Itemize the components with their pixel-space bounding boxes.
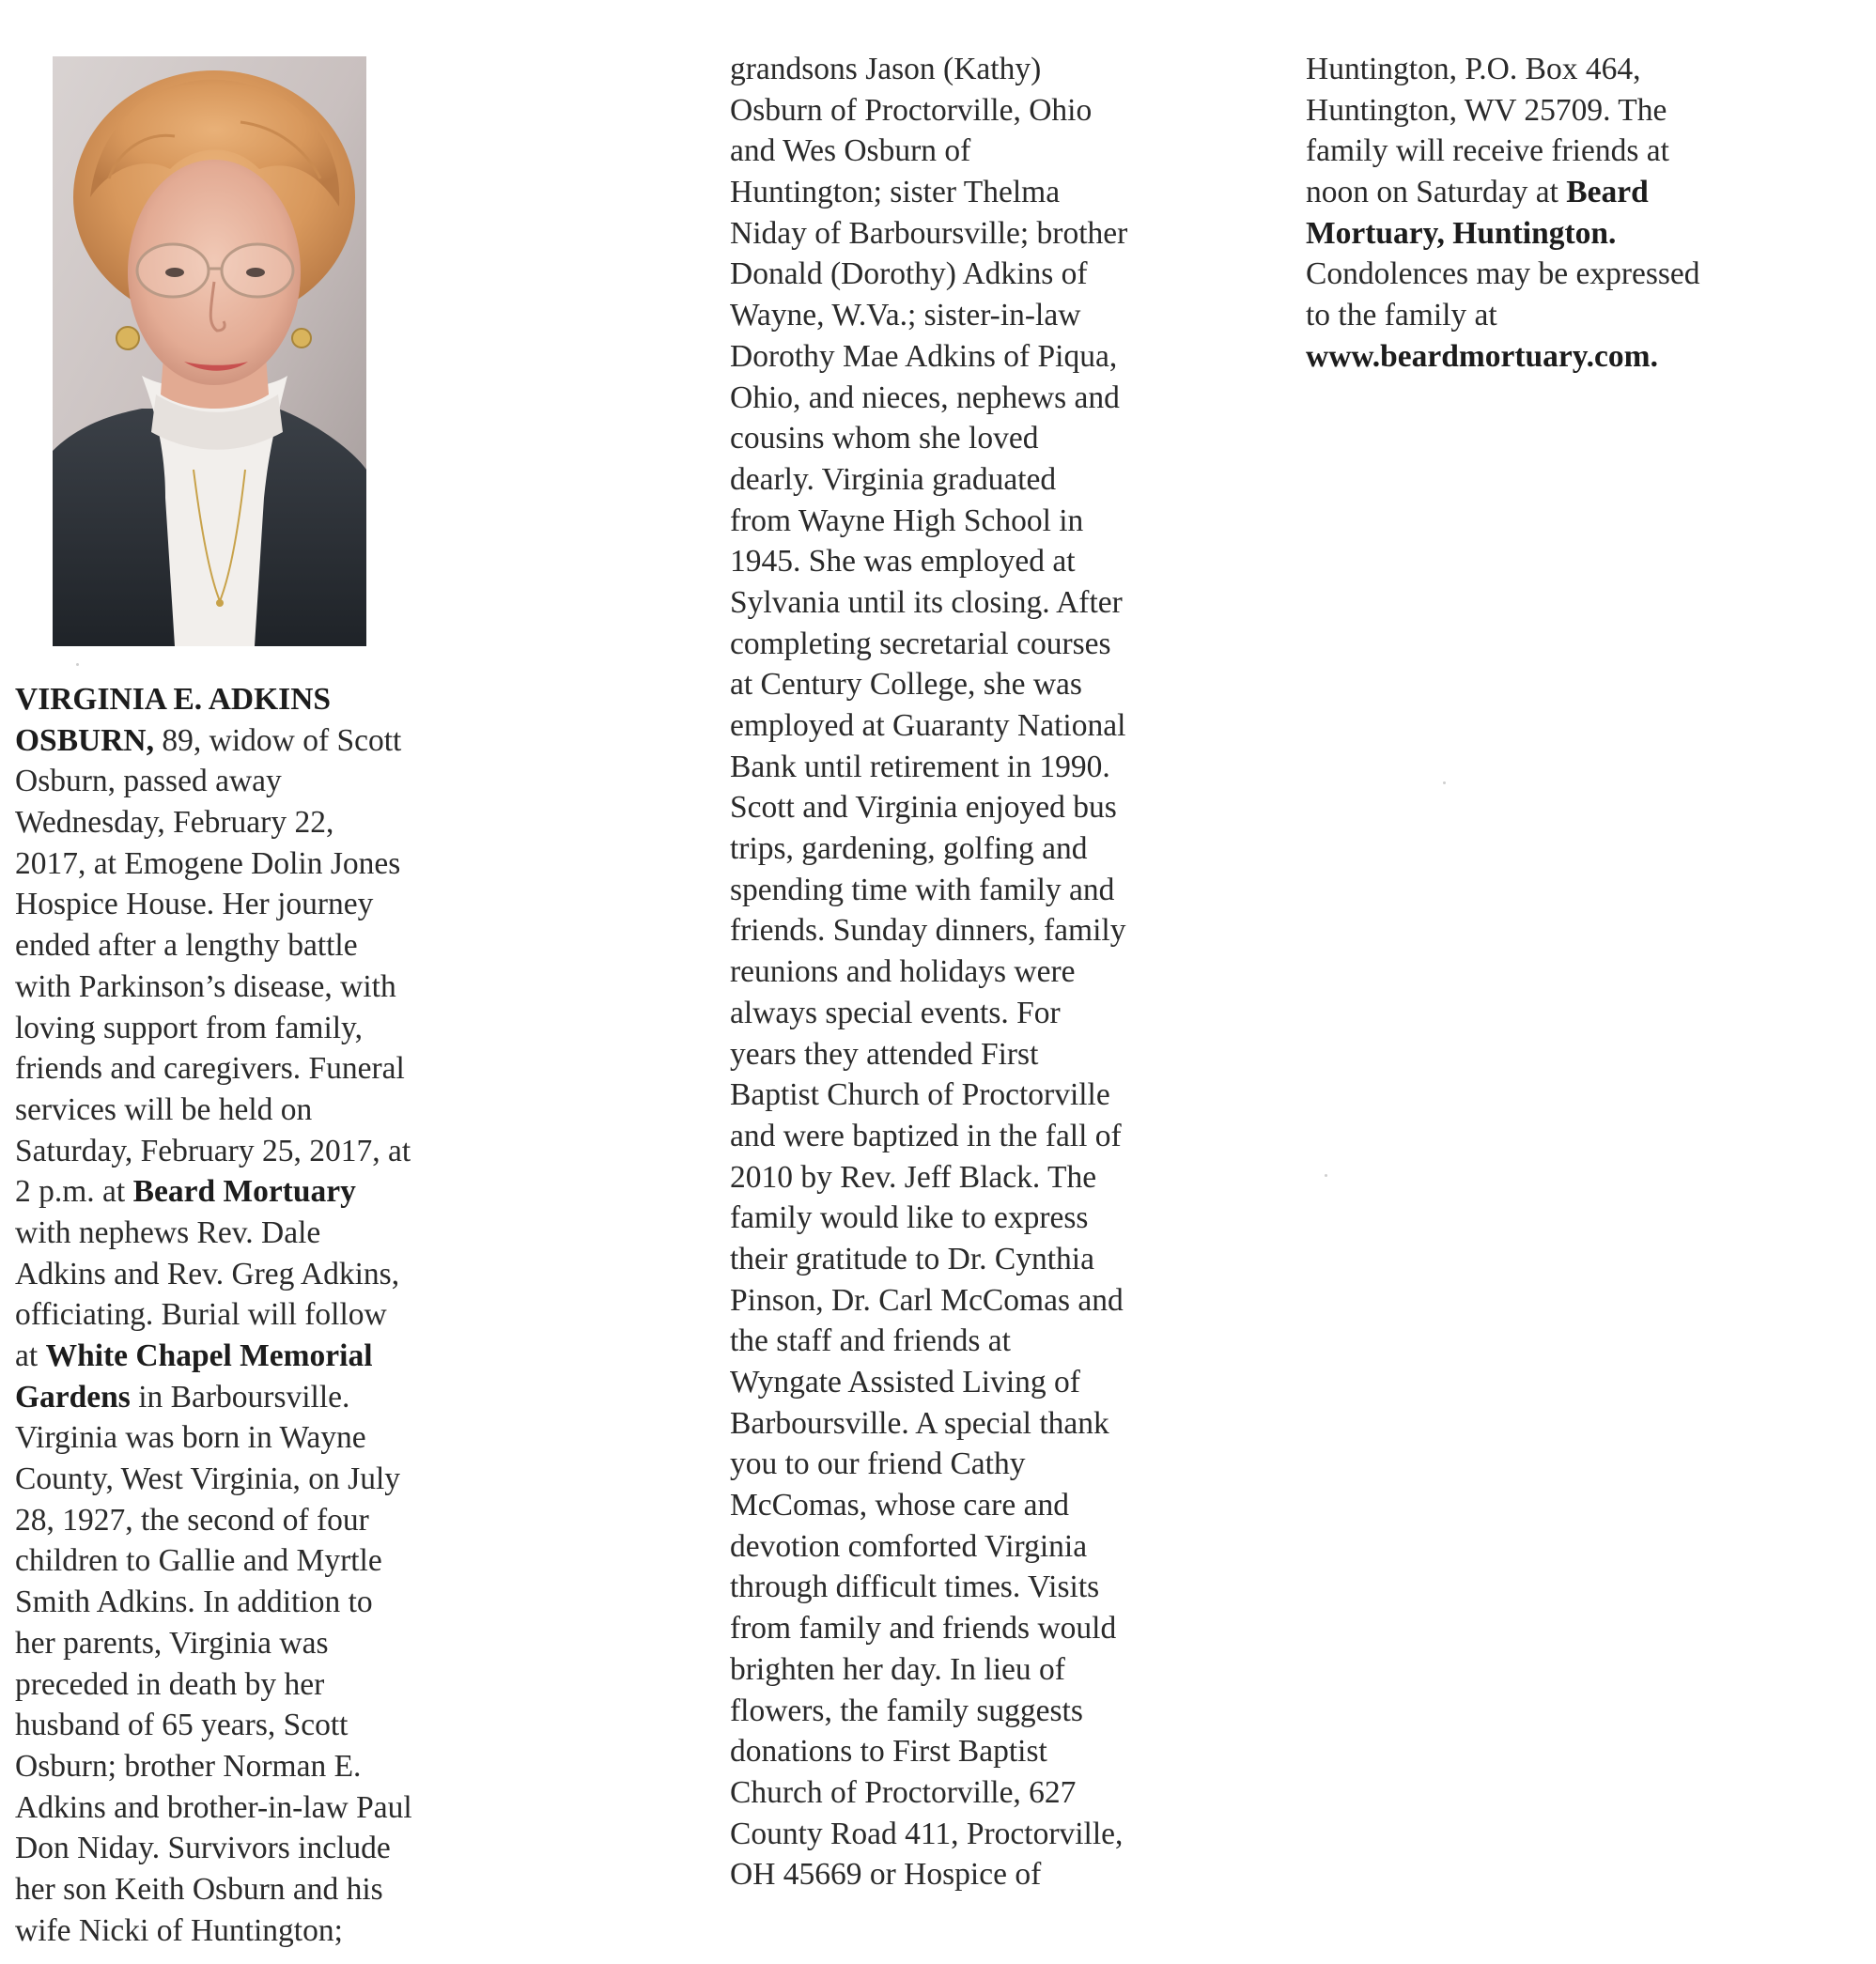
text-line <box>730 418 1127 459</box>
text-line <box>15 1787 412 1829</box>
text-line <box>15 1294 412 1336</box>
text-run: Don Niday. Survivors include <box>15 1831 391 1866</box>
text-run: Niday of Barboursville; brother <box>730 215 1128 251</box>
paper-speck <box>1443 781 1446 784</box>
text-run: wife Nicki of Huntington; <box>15 1912 343 1948</box>
text-run: reunions and holidays were <box>730 954 1076 990</box>
text-run: loving support from family, <box>15 1010 364 1045</box>
text-run: Church of Proctorville, 627 <box>730 1774 1077 1810</box>
text-line <box>730 1691 1127 1732</box>
text-line <box>730 1526 1127 1568</box>
text-line <box>730 910 1127 951</box>
text-line <box>730 459 1127 501</box>
text-line <box>15 925 412 967</box>
text-run: friends and caregivers. Funeral <box>15 1051 405 1087</box>
text-line <box>15 843 412 885</box>
text-line <box>15 1664 412 1706</box>
text-line <box>15 720 412 762</box>
text-run: Osburn, passed away <box>15 764 282 799</box>
text-run: at Century College, she was <box>730 667 1082 703</box>
text-line <box>730 1075 1127 1116</box>
text-line <box>730 624 1127 665</box>
text-line <box>730 1157 1127 1199</box>
text-line <box>1306 254 1700 295</box>
text-line <box>730 1116 1127 1157</box>
text-line <box>730 295 1127 336</box>
text-run: with nephews Rev. Dale <box>15 1214 321 1250</box>
text-line <box>730 213 1127 255</box>
bold-text: VIRGINIA E. ADKINS <box>15 682 332 717</box>
text-line <box>730 1280 1127 1322</box>
text-line <box>730 1444 1127 1485</box>
bold-text: White Chapel Memorial <box>45 1338 373 1373</box>
text-line <box>730 254 1127 295</box>
text-run: County, West Virginia, on July <box>15 1461 401 1497</box>
text-run: from family and friends would <box>730 1611 1117 1647</box>
text-run: Donald (Dorothy) Adkins of <box>730 256 1088 292</box>
text-line <box>15 761 412 802</box>
text-run: Bank until retirement in 1990. <box>730 749 1110 784</box>
text-line <box>15 1500 412 1541</box>
text-line <box>15 1008 412 1049</box>
text-run: to the family at <box>1306 298 1497 333</box>
paper-speck <box>1325 1174 1327 1177</box>
text-line <box>1306 131 1700 172</box>
text-line <box>730 1239 1127 1280</box>
text-run: OH 45669 or Hospice of <box>730 1857 1042 1893</box>
text-run: cousins whom she loved <box>730 421 1039 456</box>
text-run: Smith Adkins. In addition to <box>15 1585 373 1620</box>
text-run: 2017, at Emogene Dolin Jones <box>15 845 401 881</box>
text-line <box>15 1828 412 1869</box>
text-line <box>15 884 412 925</box>
text-run: County Road 411, Proctorville, <box>730 1816 1124 1851</box>
text-line <box>730 828 1127 870</box>
text-line <box>730 747 1127 788</box>
text-run: Huntington, P.O. Box 464, <box>1306 52 1641 86</box>
text-line <box>730 49 1127 90</box>
text-run: Scott and Virginia enjoyed bus <box>730 790 1117 826</box>
text-run: family will receive friends at <box>1306 133 1669 169</box>
text-run: brighten her day. In lieu of <box>730 1651 1065 1687</box>
paper-speck <box>76 663 79 666</box>
text-run: husband of 65 years, Scott <box>15 1708 349 1743</box>
text-line <box>730 787 1127 828</box>
text-line <box>730 1485 1127 1526</box>
bold-text: Beard Mortuary <box>132 1174 356 1210</box>
text-line <box>730 705 1127 747</box>
text-line <box>15 1131 412 1172</box>
text-line <box>15 1090 412 1131</box>
text-line <box>730 1321 1127 1362</box>
text-line <box>730 1198 1127 1239</box>
text-run: Adkins and brother-in-law Paul <box>15 1789 412 1825</box>
text-line <box>730 336 1127 378</box>
text-line <box>15 1336 412 1377</box>
text-line <box>730 1362 1127 1403</box>
text-line <box>730 1608 1127 1649</box>
text-run: Saturday, February 25, 2017, at <box>15 1133 411 1168</box>
text-run: you to our friend Cathy <box>730 1446 1026 1482</box>
text-line <box>15 1048 412 1090</box>
text-run: 2010 by Rev. Jeff Black. The <box>730 1159 1097 1195</box>
text-run: Hospice House. Her journey <box>15 887 374 922</box>
text-line <box>15 1540 412 1582</box>
text-run: Osburn of Proctorville, Ohio <box>730 92 1093 128</box>
text-line <box>15 1746 412 1787</box>
text-run: their gratitude to Dr. Cynthia <box>730 1241 1094 1276</box>
text-line <box>730 582 1127 624</box>
text-run: McComas, whose care and <box>730 1488 1069 1523</box>
text-run: Virginia was born in Wayne <box>15 1420 366 1456</box>
text-run: ended after a lengthy battle <box>15 928 358 964</box>
text-run: always special events. For <box>730 995 1061 1030</box>
text-line <box>730 378 1127 419</box>
text-run: Huntington, WV 25709. The <box>1306 92 1667 128</box>
text-line <box>730 1731 1127 1772</box>
text-run: Wayne, W.Va.; sister-in-law <box>730 298 1081 333</box>
text-line <box>15 1254 412 1295</box>
text-line <box>730 90 1127 131</box>
text-line <box>15 1377 412 1418</box>
text-line <box>1306 49 1700 90</box>
text-line <box>1306 213 1700 255</box>
portrait-photo <box>53 56 366 646</box>
bold-text: www.beardmortuary.com. <box>1306 338 1658 374</box>
text-run: 89, widow of Scott <box>154 722 402 758</box>
text-line <box>15 1171 412 1213</box>
text-line <box>730 501 1127 542</box>
text-line <box>730 1567 1127 1608</box>
text-line <box>1306 172 1700 213</box>
text-line <box>730 664 1127 705</box>
text-run: through difficult times. Visits <box>730 1570 1100 1605</box>
text-run: her parents, Virginia was <box>15 1625 329 1661</box>
text-run: at <box>15 1338 46 1373</box>
obituary-column-1 <box>15 679 412 1951</box>
text-line <box>15 1582 412 1623</box>
obituary-column-2 <box>730 49 1127 1895</box>
text-line <box>730 1814 1127 1855</box>
text-run: in Barboursville. <box>130 1379 350 1415</box>
text-line <box>730 131 1127 172</box>
text-run: Wyngate Assisted Living of <box>730 1365 1080 1400</box>
text-run: years they attended First <box>730 1036 1039 1072</box>
text-run: officiating. Burial will follow <box>15 1297 387 1333</box>
text-run: Condolences may be expressed <box>1306 256 1700 292</box>
text-line <box>15 1213 412 1254</box>
text-line <box>730 1772 1127 1814</box>
text-line <box>730 951 1127 993</box>
text-run: 1945. She was employed at <box>730 544 1076 580</box>
text-line <box>730 541 1127 582</box>
text-line <box>15 1910 412 1952</box>
text-run: her son Keith Osburn and his <box>15 1871 383 1907</box>
text-run: Sylvania until its closing. After <box>730 584 1123 620</box>
text-run: 2 p.m. at <box>15 1174 133 1210</box>
text-line <box>730 1649 1127 1691</box>
obituary-column-3 <box>1306 49 1700 378</box>
bold-text: Mortuary, Huntington. <box>1306 215 1617 251</box>
text-line <box>15 1459 412 1500</box>
text-run: Ohio, and nieces, nephews and <box>730 379 1120 415</box>
text-line <box>1306 336 1700 378</box>
text-run: preceded in death by her <box>15 1666 325 1702</box>
text-run: donations to First Baptist <box>730 1734 1047 1770</box>
bold-text: OSBURN, <box>15 722 154 758</box>
text-run: noon on Saturday at <box>1306 175 1567 210</box>
text-run: Baptist Church of Proctorville <box>730 1077 1110 1113</box>
text-run: spending time with family and <box>730 872 1115 907</box>
text-run: Pinson, Dr. Carl McComas and <box>730 1282 1124 1318</box>
text-run: 28, 1927, the second of four <box>15 1502 369 1538</box>
text-run: and Wes Osburn of <box>730 133 971 169</box>
text-run: completing secretarial courses <box>730 626 1111 661</box>
text-run: children to Gallie and Myrtle <box>15 1543 382 1579</box>
text-run: Adkins and Rev. Greg Adkins, <box>15 1256 400 1291</box>
text-run: friends. Sunday dinners, family <box>730 913 1126 949</box>
text-line <box>15 679 412 720</box>
text-line <box>15 1705 412 1746</box>
text-run: with Parkinson’s disease, with <box>15 968 396 1004</box>
text-line <box>730 1403 1127 1445</box>
text-line <box>730 993 1127 1034</box>
text-run: devotion comforted Virginia <box>730 1528 1088 1564</box>
text-line <box>730 1034 1127 1075</box>
text-run: trips, gardening, golfing and <box>730 831 1088 867</box>
text-line <box>15 1869 412 1910</box>
text-line <box>730 870 1127 911</box>
text-run: services will be held on <box>15 1091 313 1127</box>
text-run: Osburn; brother Norman E. <box>15 1748 362 1784</box>
text-run: employed at Guaranty National <box>730 708 1126 743</box>
bold-text: Gardens <box>15 1379 131 1415</box>
text-line <box>15 1417 412 1459</box>
text-run: Barboursville. A special thank <box>730 1405 1109 1441</box>
text-line <box>730 172 1127 213</box>
text-run: flowers, the family suggests <box>730 1693 1083 1728</box>
text-run: Wednesday, February 22, <box>15 805 334 841</box>
text-line <box>15 967 412 1008</box>
text-run: Huntington; sister Thelma <box>730 175 1061 210</box>
text-line <box>1306 295 1700 336</box>
text-run: family would like to express <box>730 1200 1089 1236</box>
text-line <box>15 802 412 843</box>
text-line <box>1306 90 1700 131</box>
bold-text: Beard <box>1566 175 1649 210</box>
text-run: dearly. Virginia graduated <box>730 461 1057 497</box>
text-run: grandsons Jason (Kathy) <box>730 52 1042 86</box>
text-line <box>15 1623 412 1664</box>
text-run: and were baptized in the fall of <box>730 1118 1122 1153</box>
text-line <box>730 1854 1127 1895</box>
text-run: the staff and friends at <box>730 1323 1011 1359</box>
text-run: Dorothy Mae Adkins of Piqua, <box>730 338 1118 374</box>
text-run: from Wayne High School in <box>730 503 1084 538</box>
